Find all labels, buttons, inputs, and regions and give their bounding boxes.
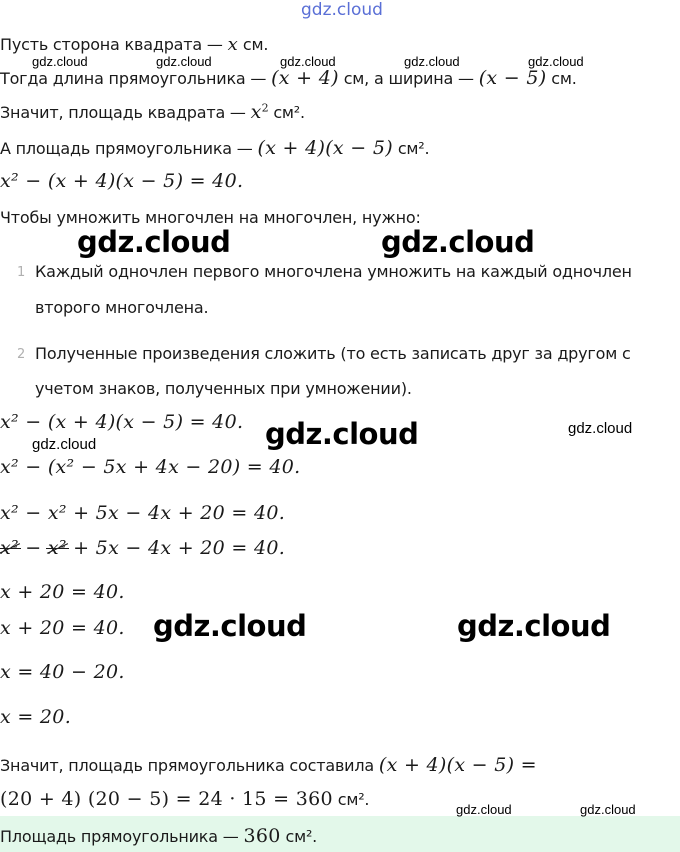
list-item-text: учетом знаков, полученных при умножении). <box>35 379 412 398</box>
rule-intro: Чтобы умножить многочлен на многочлен, нужно: <box>0 208 421 227</box>
text-fragment: Тогда длина прямоугольника — <box>0 69 272 88</box>
math-expr: (x + 4)(x − 5) <box>257 137 393 159</box>
math-expr: (x + 4) <box>271 67 339 89</box>
math-var: x <box>250 101 262 123</box>
equation: x² − x² + 5x − 4x + 20 = 40. <box>0 502 286 524</box>
watermark-top: gdz.cloud <box>301 0 383 20</box>
equation: x = 40 − 20. <box>0 661 125 683</box>
watermark-small: gdz.cloud <box>580 802 636 817</box>
text-fragment: Площадь прямоугольника — <box>0 827 244 846</box>
watermark-big: gdz.cloud <box>265 417 419 451</box>
watermark-small: gdz.cloud <box>528 54 584 69</box>
text-fragment: А площадь прямоугольника — <box>0 139 258 158</box>
text-fragment: см². <box>280 827 318 846</box>
equation: x + 20 = 40. <box>0 581 125 603</box>
text-fragment: см². <box>332 790 370 809</box>
text-fragment: см, а ширина — <box>338 69 479 88</box>
watermark-big: gdz.cloud <box>381 225 535 259</box>
equation-cancelled <box>0 537 285 559</box>
list-item-text: Каждый одночлен первого многочлена умножить на каждый одночлен <box>35 262 632 281</box>
list-number: 2 <box>17 347 26 362</box>
equation: x = 20. <box>0 706 72 728</box>
text-fragment: Значит, площадь прямоугольника составила <box>0 756 379 775</box>
watermark-small: gdz.cloud <box>568 420 633 437</box>
watermark-big: gdz.cloud <box>457 609 611 643</box>
cancelled-term: x² <box>47 537 67 559</box>
text-line-square-area <box>0 101 305 123</box>
answer-line <box>0 825 317 847</box>
math-fragment: + 5x − 4x + 20 = 40. <box>66 537 286 559</box>
math-var: x <box>227 34 239 55</box>
watermark-big: gdz.cloud <box>77 225 231 259</box>
equation: x + 20 = 40. <box>0 617 125 639</box>
text-line-rect-dims <box>0 67 577 89</box>
watermark-small: gdz.cloud <box>32 436 97 453</box>
text-fragment: Значит, площадь квадрата — <box>0 103 251 122</box>
text-fragment: см². <box>268 103 305 122</box>
watermark-small: gdz.cloud <box>404 54 460 69</box>
text-fragment: см². <box>392 139 430 158</box>
math-expr: (20 + 4) (20 − 5) = 24 · 15 = 360 <box>0 788 333 810</box>
watermark-small: gdz.cloud <box>156 54 212 69</box>
watermark-big: gdz.cloud <box>153 609 307 643</box>
text-fragment: см. <box>546 69 577 88</box>
math-expr: (x + 4)(x − 5) = <box>378 754 537 776</box>
answer-value: 360 <box>243 825 281 847</box>
text-line-rect-area <box>0 137 429 159</box>
calculation-line <box>0 788 369 810</box>
equation: x² − (x + 4)(x − 5) = 40. <box>0 170 244 192</box>
text-line-square-side <box>0 34 268 55</box>
watermark-small: gdz.cloud <box>32 54 88 69</box>
math-exponent: 2 <box>261 101 269 115</box>
text-fragment: см. <box>238 35 269 54</box>
text-fragment: Пусть сторона квадрата — <box>0 35 228 54</box>
list-item-text: Полученные произведения сложить (то есть записать друг за другом с <box>35 344 631 363</box>
watermark-small: gdz.cloud <box>280 54 336 69</box>
watermark-small: gdz.cloud <box>456 802 512 817</box>
list-item-text: второго многочлена. <box>35 298 209 317</box>
equation: x² − (x² − 5x + 4x − 20) = 40. <box>0 456 301 478</box>
equation: x² − (x + 4)(x − 5) = 40. <box>0 411 244 433</box>
conclusion-line <box>0 754 537 776</box>
math-fragment: − <box>18 537 48 559</box>
list-number: 1 <box>17 265 26 280</box>
math-expr: (x − 5) <box>478 67 547 89</box>
cancelled-term: x² <box>0 537 19 559</box>
